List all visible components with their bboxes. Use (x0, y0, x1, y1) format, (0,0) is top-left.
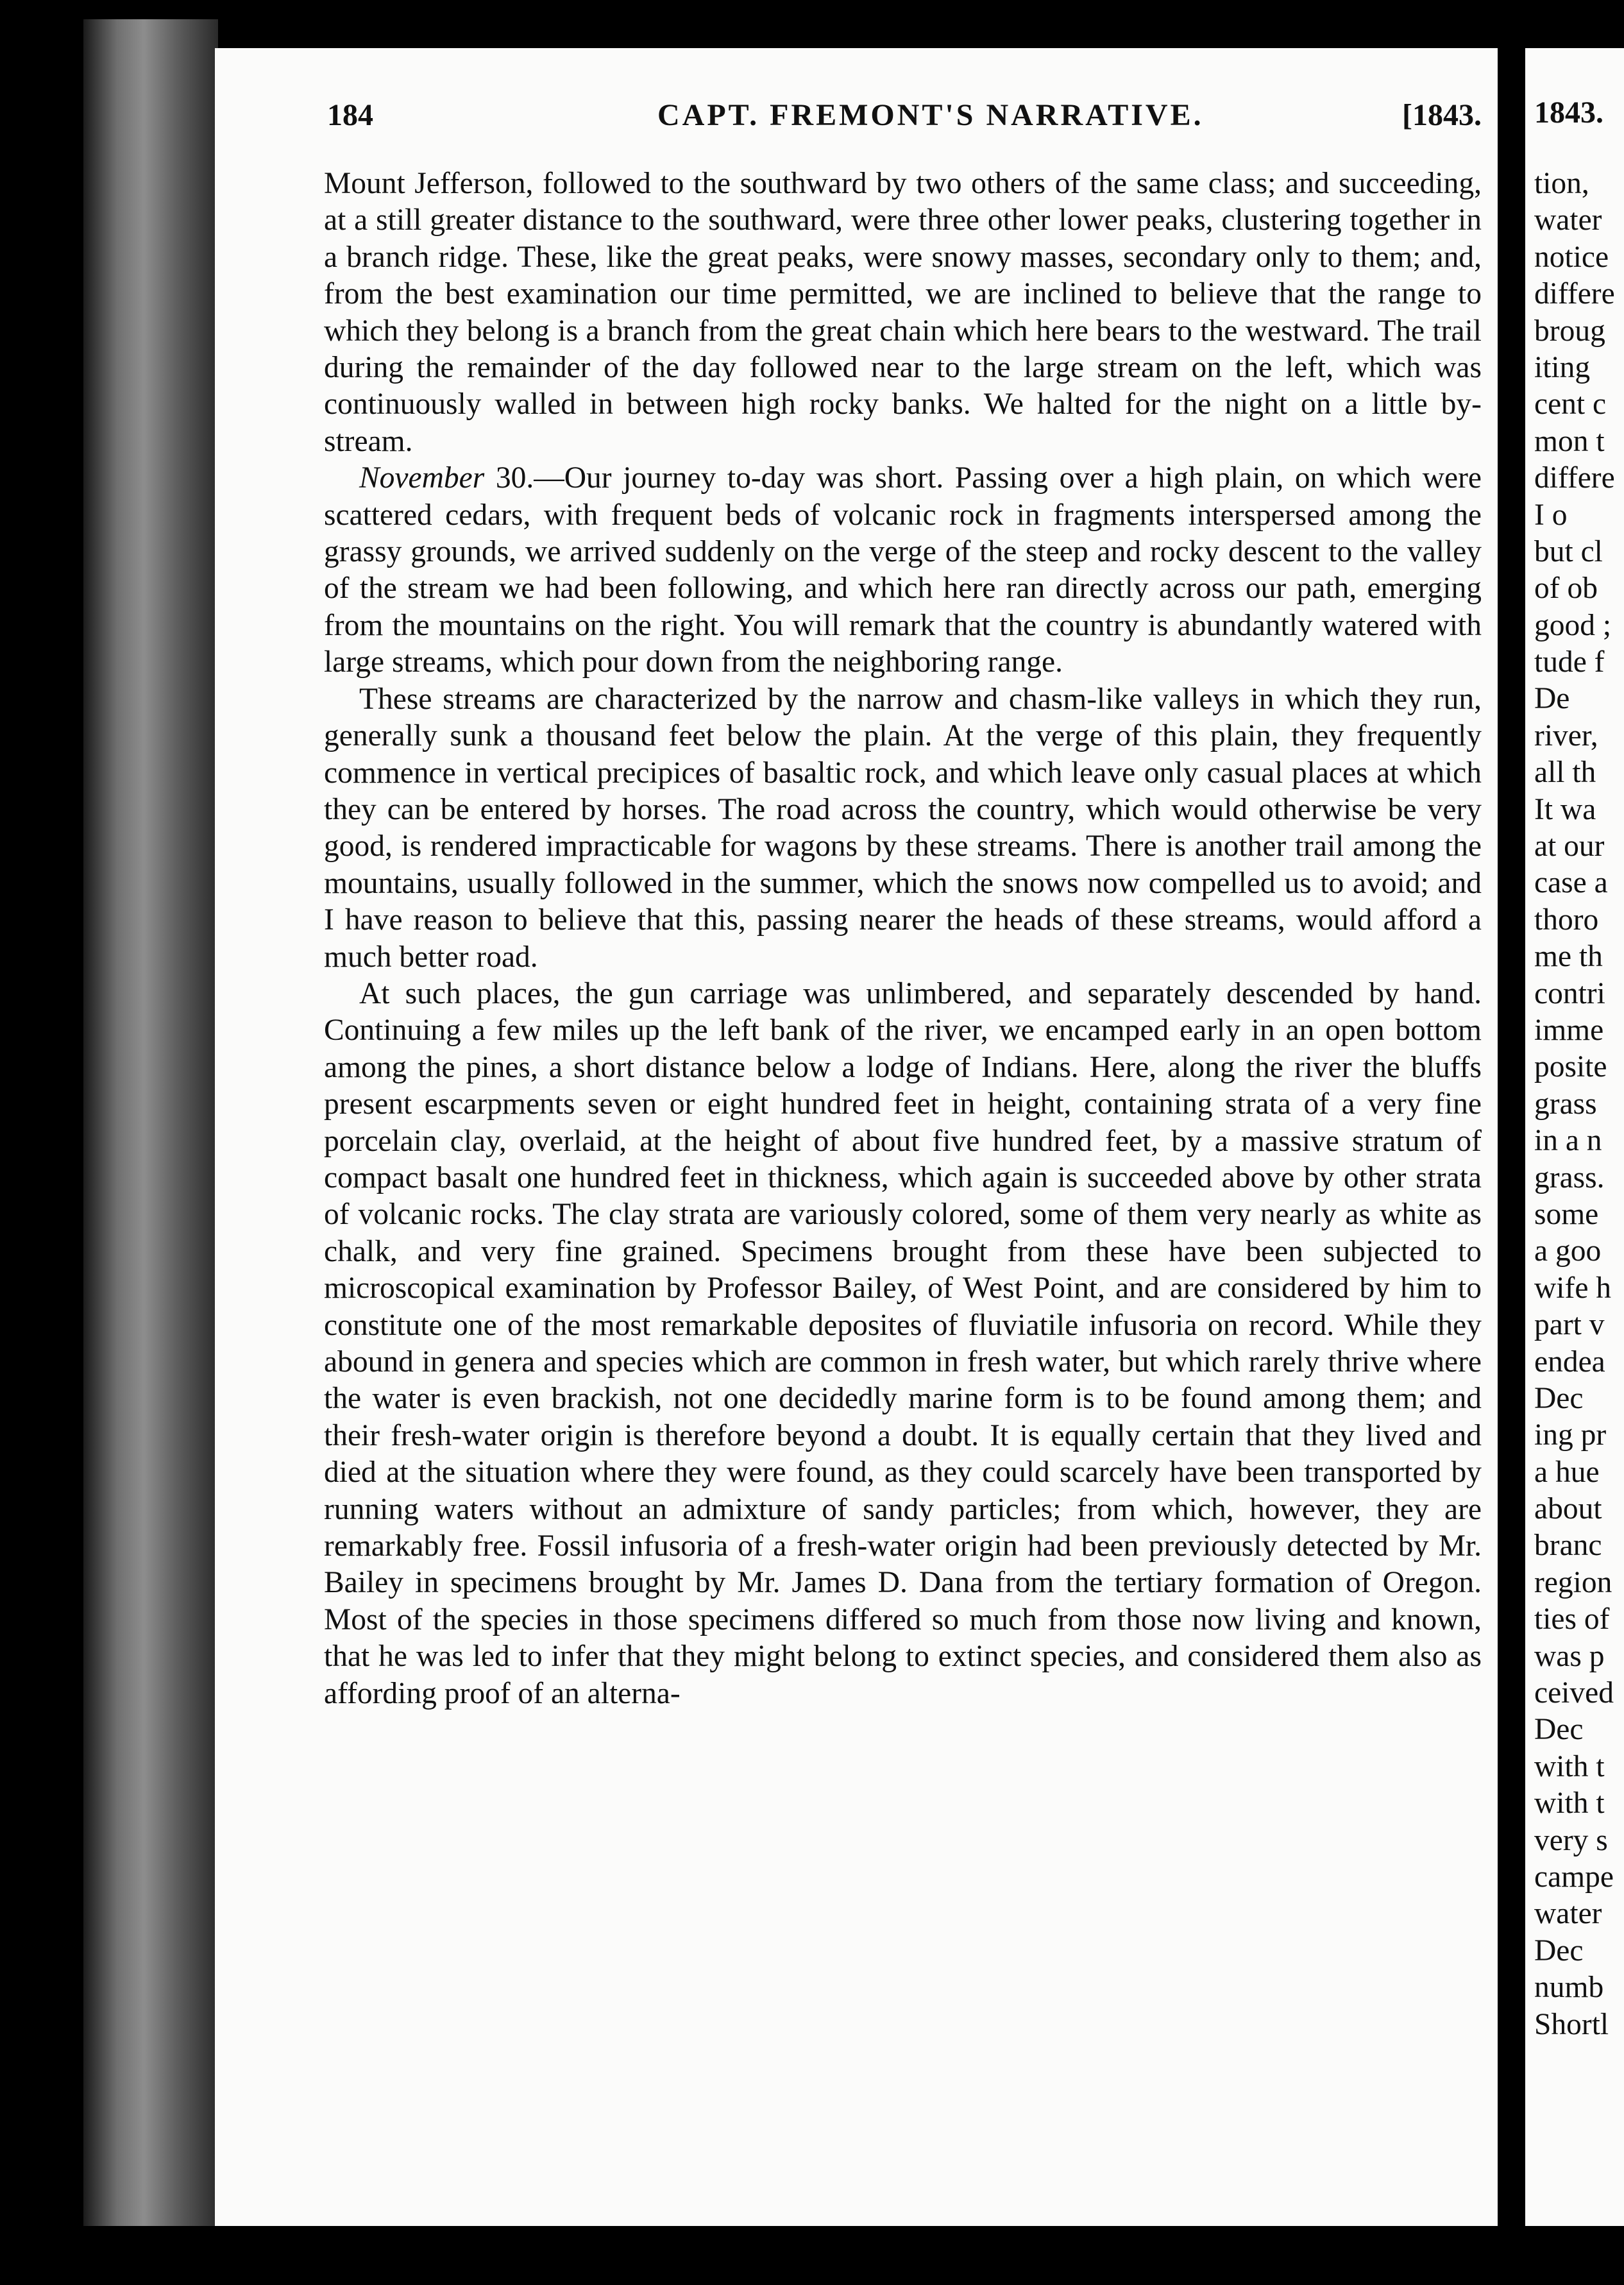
next-page-year: 1843. (1534, 98, 1603, 130)
next-page-line: with t (1534, 1749, 1605, 1783)
next-page-line: contri (1534, 976, 1605, 1010)
next-page-line: endea (1534, 1345, 1605, 1379)
next-page-line: in a n (1534, 1124, 1602, 1158)
next-page-line: notice (1534, 240, 1609, 274)
next-page-line: all th (1534, 756, 1596, 790)
next-page-line: at our (1534, 829, 1605, 863)
next-page-line: wife h (1534, 1271, 1612, 1305)
next-page-line: water (1534, 203, 1602, 237)
next-page-line: with t (1534, 1787, 1605, 1821)
next-page-line: iting (1534, 350, 1591, 384)
next-page-line: ing pr (1534, 1418, 1607, 1452)
next-page-line: water (1534, 1897, 1602, 1931)
next-page-line: tude f (1534, 645, 1605, 679)
next-page-line: Dec (1534, 1933, 1584, 1967)
next-page-line: It wa (1534, 792, 1596, 826)
next-page-line: a hue (1534, 1455, 1600, 1489)
next-page-fragment (1534, 98, 1624, 2043)
header-year: [1843. (1402, 98, 1482, 132)
body-text (324, 166, 1482, 1712)
next-page-line: was p (1534, 1639, 1605, 1673)
next-page-line: part v (1534, 1308, 1605, 1342)
next-page-line: a goo (1534, 1234, 1602, 1268)
next-page-line: Dec (1534, 1381, 1584, 1415)
next-page-line: Dec (1534, 1713, 1584, 1747)
next-page-line: numb (1534, 1971, 1604, 2005)
next-page-line: broug (1534, 314, 1605, 348)
next-page-line: tion, (1534, 167, 1589, 200)
book-spine (83, 19, 218, 2226)
next-page-lines (1534, 166, 1624, 2043)
paragraph-1: Mount Jefferson, followed to the southward by two others of the same class; and succeeding, at a still greater distance to the southward, were three other lower peaks, clustering together in a branch ridge. These, like the great peaks, were snowy masses, secondary only to them; and, from the best examination our time permitted, we are inclined to believe that the range to which they belong is a branch from the great chain which here bears to the westward. The trail during the remainder of the day followed near to the large stream on the left, which was continuously walled in between high rocky banks. We halted for the night on a little by-stream. (324, 167, 1482, 458)
next-page-line: some (1534, 1197, 1599, 1231)
paragraph-2 (324, 460, 1482, 681)
next-page-line: about (1534, 1492, 1602, 1526)
next-page-line: very s (1534, 1823, 1608, 1857)
running-title: CAPT. FREMONT'S NARRATIVE. (657, 98, 1204, 132)
paragraph-2-text: 30.—Our journey to-day was short. Passing over a high plain, on which were scattered cedars, with frequent beds of volcanic rock in fragments interspersed among the grassy grounds, we arrived suddenly on the verge of the steep and rocky descent to the valley of the stream we had been following, and which here ran directly across our path, emerging from the mountains on the right. You will remark that the country is abundantly watered with large streams, which pour down from the neighboring range. (324, 461, 1482, 679)
running-header (327, 98, 1482, 142)
page-number: 184 (327, 98, 373, 132)
next-page-line: ties of (1534, 1602, 1610, 1636)
next-page-line: campe (1534, 1860, 1614, 1894)
next-page-line: but cl (1534, 534, 1603, 568)
next-page-line: Shortl (1534, 2007, 1609, 2041)
next-page-line: differe (1534, 277, 1615, 311)
next-page-line: me th (1534, 940, 1603, 974)
next-page-line: De (1534, 682, 1570, 716)
next-page-line: thoro (1534, 903, 1599, 937)
next-page-line: grass (1534, 1087, 1597, 1121)
next-page-line: river, (1534, 718, 1598, 752)
next-page-line: branc (1534, 1529, 1602, 1563)
date-november: November (359, 461, 485, 495)
next-page-line: good ; (1534, 608, 1612, 642)
next-page-line: mon t (1534, 424, 1605, 458)
next-page-line: differe (1534, 461, 1615, 495)
next-page-line: imme (1534, 1013, 1604, 1047)
next-page-line: ceived (1534, 1676, 1614, 1710)
next-page-line: grass. (1534, 1160, 1605, 1194)
next-page-line: region (1534, 1565, 1612, 1599)
paragraph-4: At such places, the gun carriage was unlimbered, and separately descended by hand. Continuing a few miles up the left bank of the river, we encamped early in an open bottom among the pines, a short distance below a lodge of Indians. Here, along the river the bluffs present escarpments seven or eight hundred feet in height, containing strata of a very fine porcelain clay, overlaid, at the height of about five hundred feet, by a massive stratum of compact basalt one hundred feet in thickness, which again is succeeded above by other strata of volcanic rocks. The clay strata are variously colored, some of them very nearly as white as chalk, and very fine grained. Specimens brought from these have been subjected to microscopical examination by Professor Bailey, of West Point, and are considered by him to constitute one of the most remarkable deposites of fluviatile infusoria on record. While they abound in genera and species which are common in fresh water, but which rarely thrive where the water is even brackish, not one decidedly marine form is to be found among them; and their fresh-water origin is therefore beyond a doubt. It is equally certain that they lived and died at the situation where they were found, as they could scarcely have been transported by running waters without an admixture of sandy particles; from which, however, they are remarkably free. Fossil infusoria of a fresh-water origin had been previously detected by Mr. Bailey in specimens brought by Mr. James D. Dana from the tertiary formation of Oregon. Most of the species in those specimens differed so much from those now living and known, that he was led to infer that they might belong to extinct species, and considered them also as affording proof of an alterna- (324, 976, 1482, 1710)
paragraph-3: These streams are characterized by the narrow and chasm-like valleys in which they run, generally sunk a thousand feet below the plain. At the verge of this plain, they frequently commence in vertical precipices of basaltic rock, and which leave only casual places at which they can be entered by horses. The road across the country, which would otherwise be very good, is rendered impracticable for wagons by these streams. There is another trail among the mountains, usually followed in the summer, which the snows now compelled us to avoid; and I have reason to believe that this, passing nearer the heads of these streams, would afford a much better road. (324, 682, 1482, 974)
next-page-line: of ob (1534, 572, 1598, 606)
next-page-line: I o (1534, 498, 1568, 532)
next-page-line: cent c (1534, 387, 1607, 421)
next-page-line: case a (1534, 866, 1608, 900)
next-page-line: posite (1534, 1050, 1607, 1084)
